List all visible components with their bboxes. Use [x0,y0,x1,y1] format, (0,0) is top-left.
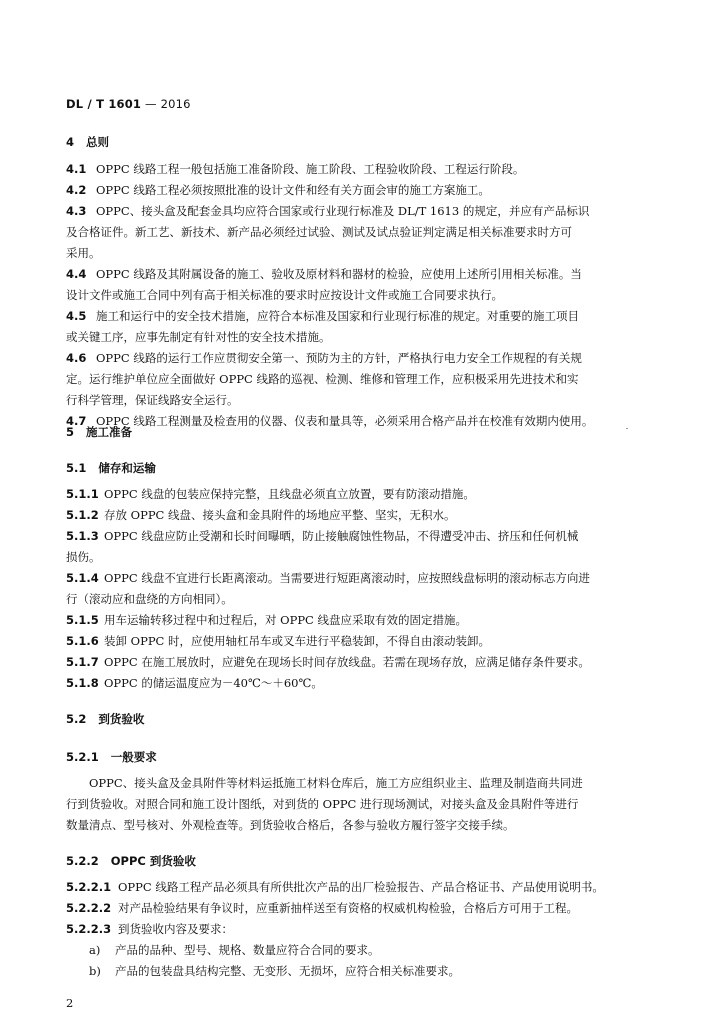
paragraph-line: 数量清点、型号核对、外观检查等。到货验收合格后，各参与验收方履行签字交接手续。 [66,818,515,832]
clause-number: 5.1.5 [66,613,99,627]
clause-number: 5.2.2.3 [66,922,112,936]
clause-text: OPPC 线路工程一般包括施工准备阶段、施工阶段、工程验收阶段、工程运行阶段。 [96,162,525,176]
section-title: 总则 [86,135,110,149]
clause-4-4 [66,269,582,281]
clause-text: OPPC 线路工程必须按照批准的设计文件和经有关方面会审的施工方案施工。 [96,183,490,197]
clause-number: 5.2.2.1 [66,880,112,894]
clause-5-1-7 [66,657,590,669]
clause-4-5 [66,311,579,323]
clause-number: 5.1.6 [66,634,99,648]
clause-text: 对产品检验结果有争议时，应重新抽样送至有资格的权威机构检验，合格后方可用于工程。 [118,901,578,915]
clause-number: 5.1.7 [66,655,99,669]
clause-text-line: 行科学管理，保证线路安全运行。 [66,393,239,407]
clause-text: OPPC 线路工程测量及检查用的仪器、仪表和量具等，必须采用合格产品并在校准有效期内使用。 [96,414,594,428]
clause-5-1-5 [66,615,467,627]
clause-5-2-2-1 [66,882,604,894]
clause-text-line: 定。运行维护单位应全面做好 OPPC 线路的巡视、检测、维修和管理工作，应积极采用先进技术和实 [66,372,579,386]
subsection-title: 一般要求 [110,750,157,764]
subsection-heading-5-2-1 [66,752,157,764]
clause-number: 5.1.1 [66,487,99,501]
clause-text: 到货验收内容及要求： [118,922,233,936]
clause-text-line: 设计文件或施工合同中列有高于相关标准的要求时应按设计文件或施工合同要求执行。 [66,288,503,302]
clause-text: OPPC 线路的运行工作应贯彻安全第一、预防为主的方针，严格执行电力安全工作规程的有关规 [96,351,582,365]
clause-5-1-3 [66,531,578,543]
paragraph-line: 行到货验收。对照合同和施工设计图纸，对到货的 OPPC 进行现场测试，对接头盒及金具附件等进行 [66,797,579,811]
clause-4-2 [66,185,490,197]
subsection-number: 5.1 [66,461,87,475]
clause-number: 5.1.8 [66,676,99,690]
subsection-heading-5-1 [66,463,156,475]
page-number: 2 [66,996,74,1010]
list-item-b [89,966,460,978]
clause-number: 4.6 [66,351,87,365]
clause-5-2-2-2 [66,903,578,915]
clause-text-line: 采用。 [66,246,101,260]
standard-year: 2016 [160,97,191,111]
clause-text: 施工和运行中的安全技术措施，应符合本标准及国家和行业现行标准的规定。对重要的施工项目 [96,309,579,323]
section-title: 施工准备 [86,425,133,439]
subsection-number: 5.2.1 [66,750,99,764]
clause-text-line: 或关键工序，应事先制定有针对性的安全技术措施。 [66,330,331,344]
clause-5-1-8 [66,678,323,690]
list-item-text: 产品的包装盘具结构完整、无变形、无损坏，应符合相关标准要求。 [115,964,460,978]
clause-text-line: 及合格证件。新工艺、新技术、新产品必须经过试验、测试及试点验证判定满足相关标准要求时方可 [66,225,572,239]
clause-text-line: 损伤。 [66,550,101,564]
clause-text: OPPC、接头盒及配套金具均应符合国家或行业现行标准及 DL/T 1613 的规定，并应有产品标识 [96,204,590,218]
subsection-heading-5-2 [66,714,144,726]
section-number: 5 [66,425,75,439]
clause-4-7 [66,416,593,428]
list-marker: b) [89,964,101,978]
subsection-number: 5.2.2 [66,854,99,868]
standard-code: DL / T 1601 [66,97,142,111]
paragraph-line: OPPC、接头盒及金具附件等材料运抵施工材料仓库后，施工方应组织业主、监理及制造商共同进 [89,776,583,790]
list-marker: a) [89,943,101,957]
clause-4-6 [66,353,582,365]
clause-text: OPPC 线盘的包装应保持完整，且线盘必须直立放置，要有防滚动措施。 [104,487,475,501]
section-heading-4 [66,137,109,149]
subsection-title: 到货验收 [98,712,145,726]
clause-number: 4.2 [66,183,87,197]
subsection-number: 5.2 [66,712,87,726]
clause-5-1-6 [66,636,490,648]
clause-5-2-2-3 [66,924,233,936]
clause-text: 存放 OPPC 线盘、接头盒和金具附件的场地应平整、坚实，无积水。 [104,508,456,522]
clause-number: 4.7 [66,414,87,428]
clause-4-3 [66,206,589,218]
standard-header [66,97,191,111]
clause-number: 5.1.4 [66,571,99,585]
subsection-title: 储存和运输 [98,461,156,475]
clause-text-line: 行（滚动应和盘绕的方向相同）。 [66,592,233,606]
clause-text: 装卸 OPPC 时，应使用轴杠吊车或叉车进行平稳装卸，不得自由滚动装卸。 [104,634,491,648]
clause-5-1-4 [66,573,590,585]
section-heading-5 [66,427,132,439]
clause-text: OPPC 在施工展放时，应避免在现场长时间存放线盘。若需在现场存放，应满足储存条件要求。 [104,655,590,669]
clause-text: OPPC 的储运温度应为－40℃～＋60℃。 [104,676,323,690]
clause-number: 5.1.2 [66,508,99,522]
clause-number: 5.1.3 [66,529,99,543]
clause-number: 4.3 [66,204,87,218]
header-separator: — [141,97,161,111]
clause-number: 4.1 [66,162,87,176]
subsection-title: OPPC 到货验收 [110,854,196,868]
clause-text: OPPC 线盘不宜进行长距离滚动。当需要进行短距离滚动时，应按照线盘标明的滚动标志方向进 [104,571,590,585]
clause-text: 用车运输转移过程中和过程后，对 OPPC 线盘应采取有效的固定措施。 [104,613,468,627]
clause-number: 4.4 [66,267,87,281]
list-item-a [89,945,380,957]
clause-text: OPPC 线路及其附属设备的施工、验收及原材料和器材的检验，应使用上述所引用相关标准。当 [96,267,582,281]
clause-text: OPPC 线路工程产品必须具有所供批次产品的出厂检验报告、产品合格证书、产品使用说明书。 [118,880,604,894]
scan-artifact [626,428,628,429]
subsection-heading-5-2-2 [66,856,196,868]
clause-4-1 [66,164,524,176]
clause-5-1-2 [66,510,456,522]
section-number: 4 [66,135,75,149]
clause-text: OPPC 线盘应防止受潮和长时间曝晒，防止接触腐蚀性物品，不得遭受冲击、挤压和任何机械 [104,529,579,543]
clause-number: 4.5 [66,309,87,323]
list-item-text: 产品的品种、型号、规格、数量应符合合同的要求。 [115,943,380,957]
clause-5-1-1 [66,489,475,501]
clause-number: 5.2.2.2 [66,901,112,915]
